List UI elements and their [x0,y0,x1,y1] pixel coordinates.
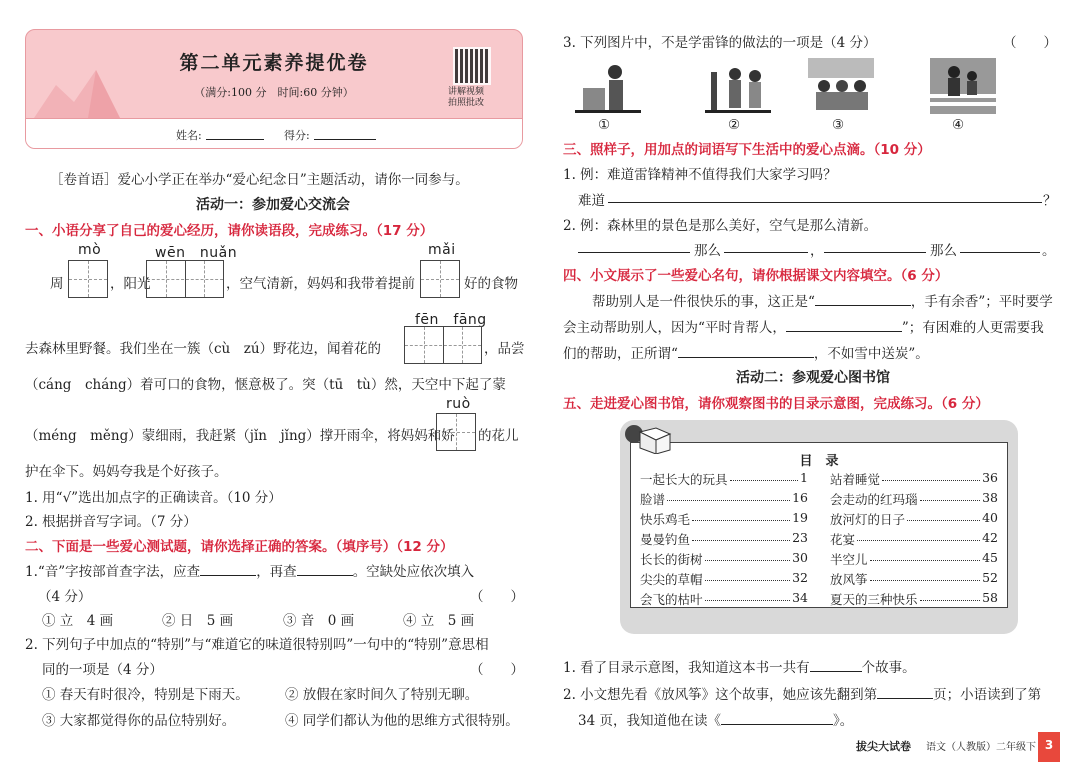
exam-meta: （满分:100 分 时间:60 分钟） [194,86,354,99]
toc-entry-title: 站着睡觉 [830,472,881,487]
text-p1-rest: ，空气清新，妈妈和我带着提前 [226,276,415,292]
section5-q2-b: 页；小语读到了第 [933,687,1042,703]
answer-blank-page[interactable] [877,684,933,699]
toc-entry-title: 长长的街树 [640,552,703,567]
answer-line-saying-2[interactable] [786,317,902,332]
pinyin-wennuan: wēn nuǎn [155,245,238,261]
toc-leader-dots [692,520,790,521]
section1-q2: 2. 根据拼音写字词。（7 分） [25,514,197,530]
picture-label-3: ③ [832,117,845,133]
toc-row [640,470,808,488]
toc-leader-dots [870,580,980,581]
text-p5: 护在伞下。妈妈夸我是个好孩子。 [25,464,228,480]
book-icon [622,420,672,454]
section1-q1: 1. 用“√”选出加点字的正确读音。（10 分） [25,490,282,506]
toc-entry-title: 半空儿 [830,552,868,567]
section5-q2-c: 34 页，我知道他在读《 [578,713,721,729]
section5-q1-b: 个故事。 [861,660,916,676]
section5-q2-line2 [578,709,853,729]
toc-entry-page: 58 [982,590,998,605]
section5-q2 [563,683,1041,703]
section4-l1-b: ，手有余香”；平时要学 [910,294,1053,310]
text-p3: （cáng cháng）着可口的食物，惬意极了。突（tū tù）然，天空中下起了蒙 [25,377,506,393]
toc-left-column [640,470,808,610]
toc-leader-dots [705,580,790,581]
toc-row [830,510,998,528]
answer-paren-q3[interactable]: （ ） [1003,35,1057,51]
picture-3[interactable] [808,58,874,114]
section2-q1-c: 。空缺处应依次填入 [352,564,475,580]
toc-frame [620,420,1018,634]
answer-blank-radical[interactable] [200,561,256,576]
toc-row [830,470,998,488]
toc-right-column [830,470,998,610]
toc-row [640,530,808,548]
toc-leader-dots [907,520,980,521]
toc-leader-dots [705,600,790,601]
section4-l1-a: 帮助别人是一件很快乐的事，这正是“ [592,294,815,310]
toc-entry-page: 42 [982,530,998,545]
q2-option-3: ③ 大家都觉得你的品位特别好。 [42,713,236,729]
toc-row [830,530,998,548]
q2-option-1: ① 春天有时很冷，特别是下雨天。 [42,687,249,703]
pinyin-fenfang: fēn fāng [415,312,487,328]
section4-line-3 [563,342,929,362]
intro-text: ［卷首语］爱心小学正在举办“爱心纪念日”主题活动，请你一同参与。 [50,172,469,188]
section3-heading: 三、照样子，用加点的词语写下生活中的爱心点滴。（10 分） [563,142,931,158]
footer-subject: 语文（人教版）二年级下 [926,742,1036,753]
toc-entry-page: 32 [792,570,808,585]
toc-leader-dots [692,540,790,541]
toc-entry-title: 一起长大的玩具 [640,472,728,487]
section4-l3-b: ，不如雪中送炭”。 [813,346,929,362]
qr-caption-1: 讲解视频 [448,87,485,97]
section4-l2-a: 会主动帮助别人，因为“平时肯帮人， [563,320,786,336]
text-p2-end: ，品尝 [484,341,525,357]
write-box-ruo[interactable] [436,413,476,451]
section5-q1 [563,656,916,676]
toc-entry-page: 52 [982,570,998,585]
section5-q1-a: 1. 看了目录示意图，我知道这本书一共有 [563,660,810,676]
text-p4-end: 的花儿 [478,428,519,444]
toc-entry-title: 夏天的三种快乐 [830,592,918,607]
section3-q1-end: ？ [1043,193,1057,209]
pinyin-mai: mǎi [428,242,456,258]
section1-heading: 一、小语分享了自己的爱心经历，请你读语段，完成练习。（17 分） [25,223,434,239]
section3-q2-comma: ， [810,243,824,259]
toc-entry-page: 1 [800,470,808,485]
toc-entry-page: 40 [982,510,998,525]
picture-label-2: ② [728,117,741,133]
toc-entry-title: 尖尖的草帽 [640,572,703,587]
toc-entry-title: 曼曼钓鱼 [640,532,691,547]
toc-entry-title: 会走动的红玛瑙 [830,492,918,507]
toc-leader-dots [705,560,790,561]
answer-line-saying-3[interactable] [678,343,814,358]
section2-q1-score: （4 分） [38,589,92,605]
name-score-bar [26,118,522,149]
pinyin-mo: mò [78,242,102,258]
write-box-fenfang[interactable] [404,326,482,364]
toc-row [830,570,998,588]
answer-paren-q1[interactable]: （ ） [470,589,524,605]
answer-line-q2d[interactable] [960,238,1040,253]
name-field[interactable] [206,125,264,140]
toc-entry-title: 会飞的枯叶 [640,592,703,607]
q2-option-2: ② 放假在家时间久了特别无聊。 [285,687,479,703]
toc-leader-dots [667,500,790,501]
toc-leader-dots [857,540,980,541]
toc-row [830,590,998,608]
toc-entry-page: 30 [792,550,808,565]
section3-q2-name-1: 那么 [694,243,721,259]
section2-q1 [25,560,474,580]
toc-leader-dots [730,480,798,481]
page-number: 3 [1044,738,1054,752]
toc-entry-title: 脸谱 [640,492,666,507]
footer-brand: 拔尖大试卷 [856,740,911,753]
toc-leader-dots [882,480,980,481]
section3-q1: 1. 例：难道雷锋精神不值得我们大家学习吗？ [563,167,837,183]
section2-q3: 3. 下列图片中，不是学雷锋的做法的一项是（4 分） [563,35,877,51]
option-2: ② 日 5 画 [162,613,234,629]
picture-2[interactable] [705,58,771,114]
answer-paren-q2[interactable]: （ ） [470,662,524,678]
qr-caption-2: 拍照批改 [448,98,485,108]
answer-line-q2c[interactable] [824,238,926,253]
toc-row [640,550,808,568]
section3-q1-line-label: 难道 [578,193,605,209]
text-p4-start: （méng měng）蒙细雨，我赶紧（jǐn jǐng）撑开雨伞，将妈妈和娇 [25,428,455,444]
toc-entry-page: 36 [982,470,998,485]
toc-entry-title: 放河灯的日子 [830,512,906,527]
answer-blank-strokes[interactable] [297,561,353,576]
section4-line-1 [592,290,1053,310]
toc-title: 目 录 [799,454,839,469]
section4-line-2 [563,316,1044,336]
pinyin-ruo: ruò [446,396,471,412]
section2-heading: 二、下面是一些爱心测试题，请你选择正确的答案。（填序号）（12 分） [25,539,454,555]
page-title: 第二单元素养提优卷 [179,52,369,74]
toc-row [830,550,998,568]
answer-line-q2a[interactable] [578,238,690,253]
section2-q2-b: 同的一项是（4 分） [42,662,163,678]
section2-q1-b: ，再查 [256,564,297,580]
write-box-mai[interactable] [420,260,460,298]
qr-code[interactable] [453,47,491,85]
answer-blank-story-count[interactable] [810,657,862,672]
name-label: 姓名: [176,129,202,142]
picture-label-1: ① [598,117,611,133]
section3-q2-period: 。 [1042,243,1056,259]
toc-entry-page: 19 [792,510,808,525]
toc-leader-dots [920,600,980,601]
write-box-wennuan[interactable] [146,260,224,298]
toc-entry-title: 花宴 [830,532,856,547]
section2-q1-a: 1.“音”字按部首查字法，应查 [25,564,201,580]
score-field[interactable] [314,125,376,140]
picture-label-4: ④ [952,117,965,133]
toc-entry-page: 45 [982,550,998,565]
toc-entry-page: 16 [792,490,808,505]
toc-leader-dots [870,560,980,561]
activity2-title: 活动二：参观爱心图书馆 [736,370,890,386]
text-p2-start: 去森林里野餐。我们坐在一簇（cù zú）野花边，闻着花的 [25,341,382,357]
score-label: 得分: [284,129,310,142]
toc-entry-title: 放风筝 [830,572,868,587]
answer-blank-story-name[interactable] [721,710,833,725]
section2-q2-a: 2. 下列句子中加点的“特别”与“难道它的味道很特别吗”一句中的“特别”意思相 [25,637,489,653]
answer-line-saying-1[interactable] [815,291,911,306]
toc-row [640,490,808,508]
picture-4[interactable] [930,58,996,114]
toc-entry-page: 38 [982,490,998,505]
toc-entry-page: 23 [792,530,808,545]
toc-row [830,490,998,508]
text-yangguang: ，阳光 [110,276,151,292]
section5-q2-d: 》。 [832,713,854,729]
option-3: ③ 音 0 画 [283,613,355,629]
text-zhou: 周 [50,276,64,292]
toc-entry-page: 34 [792,590,808,605]
answer-line-nandao[interactable] [608,188,1042,203]
answer-line-q2b[interactable] [724,238,808,253]
toc-entry-title: 快乐鸡毛 [640,512,691,527]
section4-l2-b: ”；有困难的人更需要我 [901,320,1044,336]
picture-1[interactable] [575,58,641,114]
page-number-tab [1038,732,1060,762]
section4-l3-a: 们的帮助，正所谓“ [563,346,678,362]
section5-q2-a: 2. 小文想先看《放风筝》这个故事，她应该先翻到第 [563,687,878,703]
header-banner [25,29,523,149]
activity1-title: 活动一：参加爱心交流会 [196,197,350,213]
write-box-mo[interactable] [68,260,108,298]
text-p1-end: 好的食物 [464,276,518,292]
toc-row [640,590,808,608]
toc-row [640,570,808,588]
section4-heading: 四、小文展示了一些爱心名句，请你根据课文内容填空。（6 分） [563,268,949,284]
q2-option-4: ④ 同学们都认为他的思维方式很特别。 [285,713,519,729]
section3-q2: 2. 例：森林里的景色是那么美好，空气是那么清新。 [563,218,878,234]
section5-heading: 五、走进爱心图书馆，请你观察图书的目录示意图，完成练习。（6 分） [563,396,989,412]
option-4: ④ 立 5 画 [403,613,475,629]
option-1: ① 立 4 画 [42,613,114,629]
toc-row [640,510,808,528]
toc-leader-dots [920,500,980,501]
section3-q2-name-2: 那么 [930,243,957,259]
